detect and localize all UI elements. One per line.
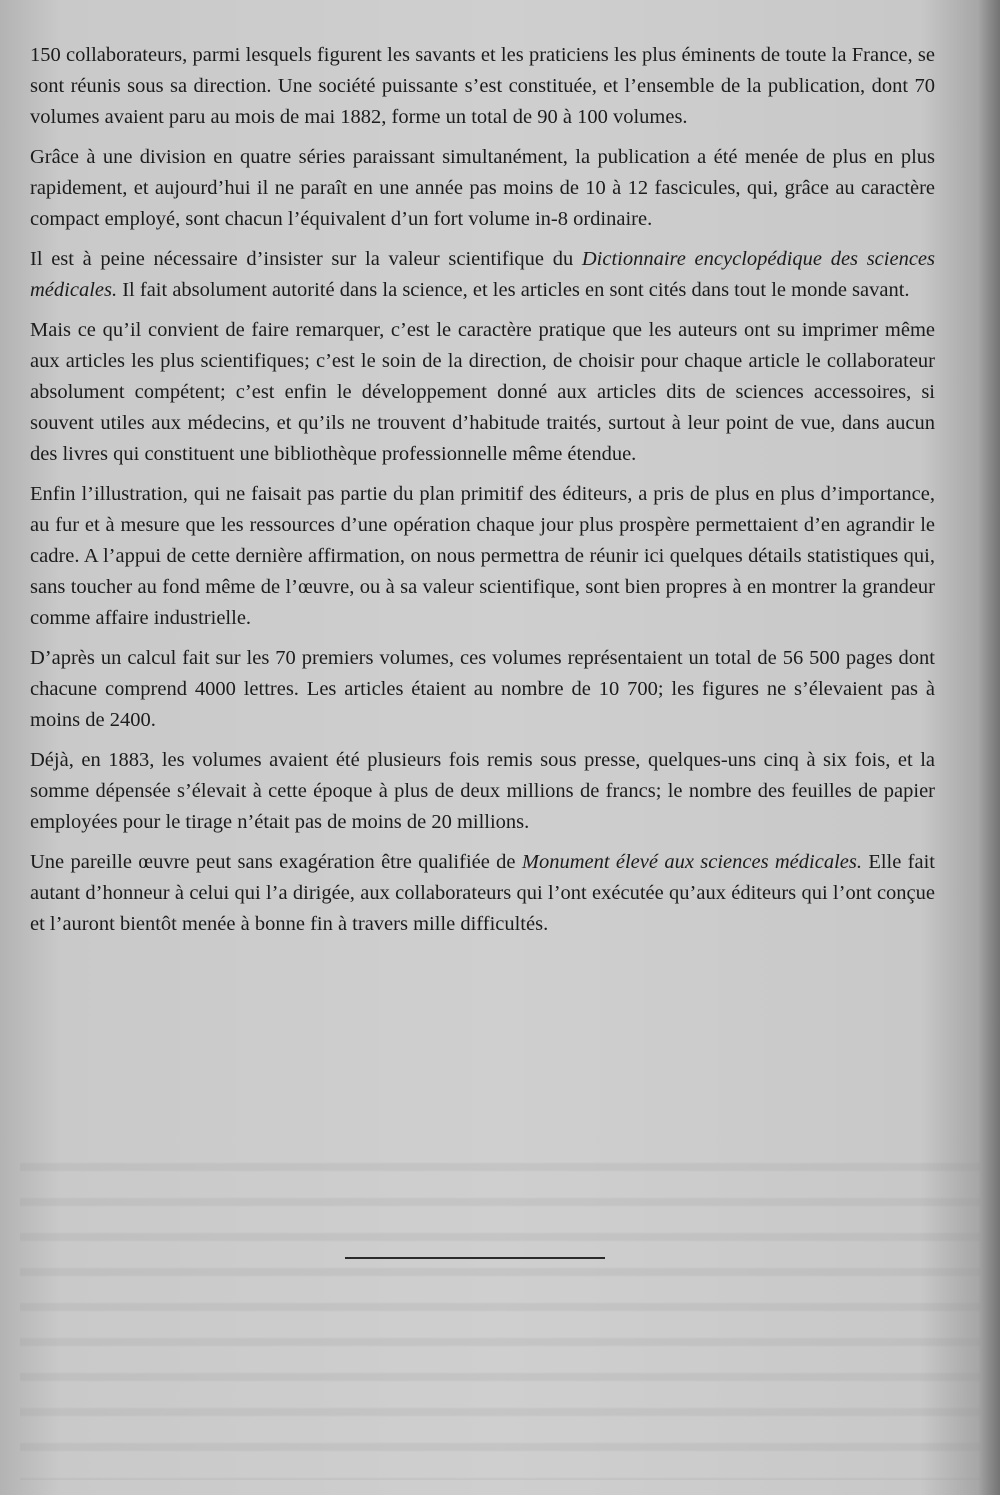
paragraph-3-after: Il fait absolument autorité dans la science, et les articles en sont cités dans tout le monde savant. [117,279,910,301]
paragraph-4: Mais ce qu’il convient de faire remarquer, c’est le caractère pratique que les auteurs ont su imprimer même aux articles les plus scientifiques; c’est le soin de la direction, de choisir pour chaque article le collaborateur absolument compétent; c’est enfin le développement donné aux articles dits de sciences accessoires, si souvent utiles aux médecins, et qu’ils ne trouvent d’habitude traités, surtout à leur point de vue, dans aucun des livres qui constituent une bibliothèque professionnelle même étendue. [30,319,935,465]
monument-phrase: Monument élevé aux sciences médicales. [521,851,862,873]
paragraph-2: Grâce à une division en quatre séries paraissant simultanément, la publication a été menée de plus en plus rapidement, et aujourd’hui il ne paraît en une année pas moins de 10 à 12 fascicules, qui, grâce au caractère compact employé, sont chacun l’équivalent d’un fort volume in-8 ordinaire. [30,146,935,230]
paragraph-6: D’après un calcul fait sur les 70 premiers volumes, ces volumes représentaient un total de 56 500 pages dont chacune comprend 4000 lettres. Les articles étaient au nombre de 10 700; les figures ne s’élevaient pas à moins de 2400. [30,647,935,731]
paragraph-3-before: Il est à peine nécessaire d’insister sur la valeur scientifique du [30,248,582,270]
section-divider [345,1257,605,1259]
paragraph-8-after: Elle fait autant d’honneur à celui qui l’a dirigée, aux collaborateurs qui l’ont exécutée qu’aux éditeurs qui l’ont conçue et l’auront bientôt menée à bonne fin à travers mille difficultés. [30,851,935,935]
paragraph-1: 150 collaborateurs, parmi lesquels figurent les savants et les praticiens les plus éminents de toute la France, se sont réunis sous sa direction. Une société puissante s’est constituée, et l’ensemble de la publication, dont 70 volumes avaient paru au mois de mai 1882, forme un total de 90 à 100 volumes. [30,44,935,128]
paragraph-8 [30,847,935,940]
body-text [30,40,935,949]
page-edge-shadow [978,0,1000,1495]
paragraph-3 [30,244,935,306]
paragraph-7: Déjà, en 1883, les volumes avaient été plusieurs fois remis sous presse, quelques-uns cinq à six fois, et la somme dépensée s’élevait à cette époque à plus de deux millions de francs; le nombre des feuilles de papier employées pour le tirage n’était pas de moins de 20 millions. [30,749,935,833]
paragraph-5: Enfin l’illustration, qui ne faisait pas partie du plan primitif des éditeurs, a pris de plus en plus d’importance, au fur et à mesure que les ressources d’une opération chaque jour plus prospère permettaient d’en agrandir le cadre. A l’appui de cette dernière affirmation, on nous permettra de réunir ici quelques détails statistiques qui, sans toucher au fond même de l’œuvre, ou à sa valeur scientifique, sont bien propres à en montrer la grandeur comme affaire industrielle. [30,483,935,629]
show-through-text [20,1140,980,1480]
dictionary-title: Dictionnaire encyclopédique des sciences médicales. [30,248,935,301]
paragraph-8-before: Une pareille œuvre peut sans exagération être qualifiée de [30,851,522,873]
